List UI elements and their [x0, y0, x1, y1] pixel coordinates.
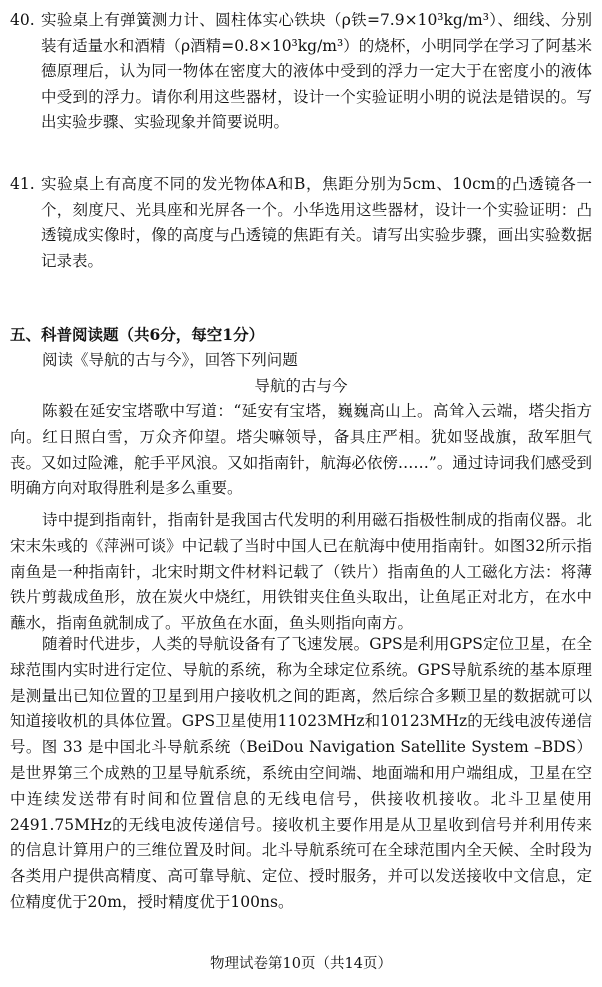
question-41 — [10, 172, 592, 274]
question-text: 实验桌上有高度不同的发光物体A和B，焦距分别为5cm、10cm的凸透镜各一个，刻度尺、光具座和光屏各一个。小华选用这些器材，设计一个实验证明：凸透镜成实像时，像的高度与凸透镜的焦距有关。请写出实验步骤，画出实验数据记录表。 — [41, 175, 592, 270]
article-paragraph-1: 陈毅在延安宝塔歌中写道：“延安有宝塔，巍巍高山上。高耸入云端，塔尖指方向。红日照白雪，万众齐仰望。塔尖嘛领导，备具庄严相。犹如竖战旗，敌军胆气丧。又如过险滩，舵手平风浪。又如指南针，航海必依傍……”。通过诗词我们感受到明确方向对取得胜利是多么重要。 — [10, 402, 592, 498]
section-heading: 五、科普阅读题（共6分，每空1分） — [10, 325, 265, 344]
article-title: 导航的古与今 — [254, 377, 348, 395]
article-paragraph-2: 诗中提到指南针，指南针是我国古代发明的利用磁石指极性制成的指南仪器。北宋末朱彧的《萍洲可谈》中记载了当时中国人已在航海中使用指南针。如图32所示指南鱼是一种指南针，北宋时期文件材料记载了（铁片）指南鱼的人工磁化方法：将薄铁片剪裁成鱼形，放在炭火中烧红，用铁钳夹住鱼头取出，让鱼尾正对北方，在水中蘸水，指南鱼就制成了。平放鱼在水面，鱼头则指向南方。 — [10, 511, 592, 633]
article-paragraph-3: 随着时代进步，人类的导航设备有了飞速发展。GPS是利用GPS定位卫星，在全球范围内实时进行定位、导航的系统，称为全球定位系统。GPS导航系统的基本原理是测量出已知位置的卫星到用户接收机之间的距离，然后综合多颗卫星的数据就可以知道接收机的具体位置。GPS卫星使用11023MHz和10123MHz的无线电波传递信号。图 33 是中国北斗导航系统（BeiDou Navigation Satellite System –BDS）是世界第三个成熟的卫星导航系统，系统由空间端、地面端和用户端组成，卫星在空中连续发送带有时间和位置信息的无线电信号，供接收机接收。北斗卫星使用2491.75MHz的无线电波传递信号。接收机主要作用是从卫星收到信号并利用传来的信息计算用户的三维位置及时间。北斗导航系统可在全球范围内全天候、全时段为各类用户提供高精度、高可靠导航、定位、授时服务，并可以发送接收中文信息，定位精度优于20m，授时精度优于100ns。 — [10, 635, 592, 911]
question-number: 41. — [10, 175, 35, 193]
question-40 — [10, 8, 592, 136]
reading-prompt: 阅读《导航的古与今》，回答下列问题 — [42, 351, 298, 369]
question-number: 40. — [10, 11, 35, 29]
question-text: 实验桌上有弹簧测力计、圆柱体实心铁块（ρ铁=7.9×10³kg/m³）、细线、分别装有适量水和酒精（ρ酒精=0.8×10³kg/m³）的烧杯，小明同学在学习了阿基米德原理后，认为同一物体在密度大的液体中受到的浮力一定大于在密度小的液体中受到的浮力。请你利用这些器材，设计一个实验证明小明的说法是错误的。写出实验步骤、实验现象并简要说明。 — [41, 11, 592, 131]
page-footer: 物理试卷第10页（共14页） — [210, 956, 392, 972]
